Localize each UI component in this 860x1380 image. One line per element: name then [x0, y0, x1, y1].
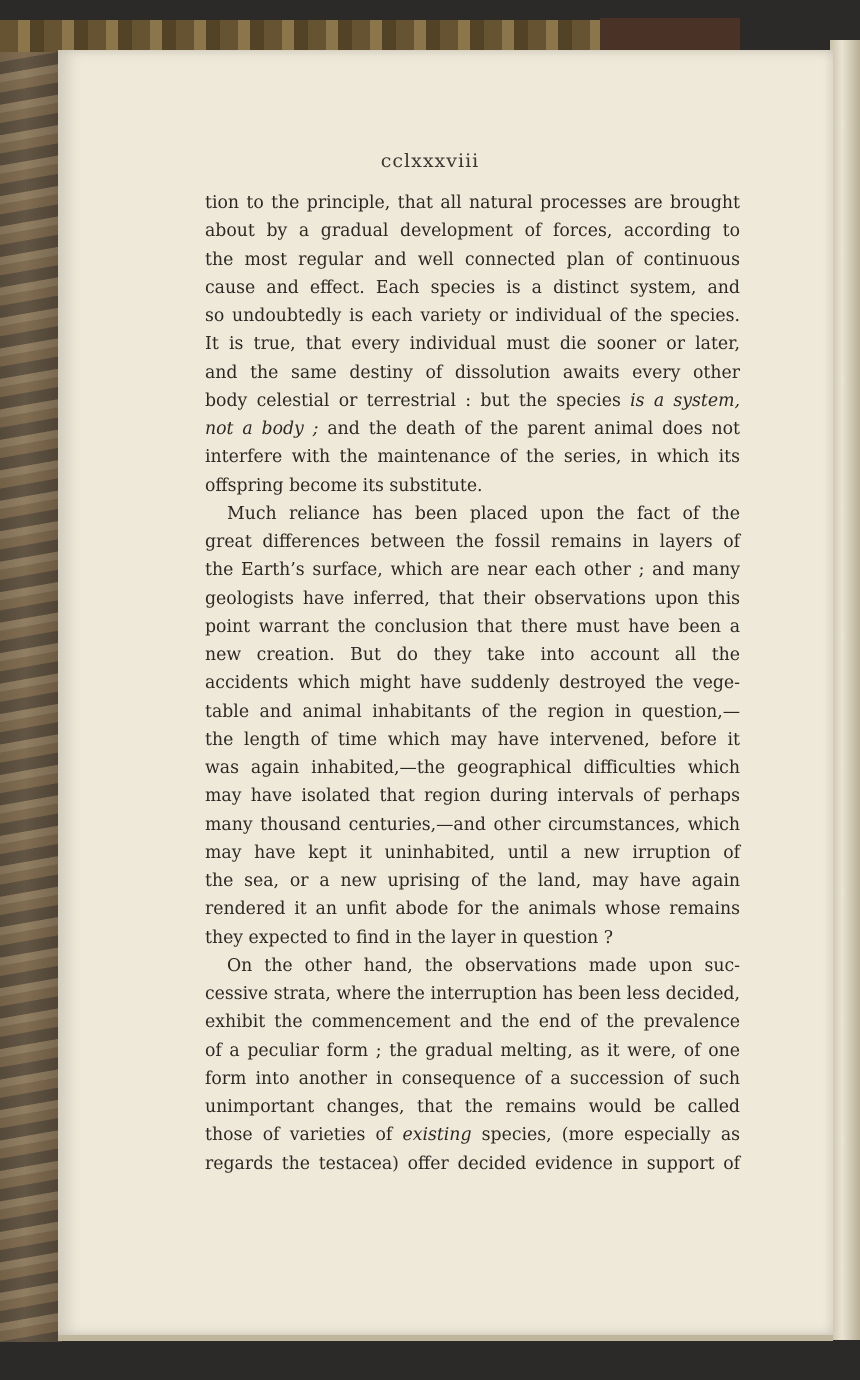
text-line: [205, 189, 740, 217]
text-run: offspring become its substitute.: [205, 475, 483, 496]
text-run: tion to the principle, that all natural processes are brought: [205, 193, 740, 213]
decorative-border: [0, 20, 600, 52]
text-run: of a peculiar form ; the gradual melting, as it were, of one: [205, 1040, 740, 1061]
text-run: those of varieties of: [205, 1125, 403, 1146]
text-run: regards the testacea) offer decided evidence in support of: [205, 1153, 740, 1174]
text-run: may have isolated that region during intervals of perhaps: [205, 786, 740, 807]
text-run: new creation. But do they take into account all the: [205, 645, 740, 665]
text-line: [205, 359, 740, 387]
text-run: the most regular and well connected plan of continuous: [205, 249, 740, 270]
text-line: [205, 302, 740, 330]
text-run: table and animal inhabitants of the region in question,—: [205, 701, 740, 722]
text-line: [205, 330, 740, 358]
text-run: accidents which might have suddenly destroyed the vege-: [205, 673, 740, 694]
text-line: [205, 585, 740, 613]
text-run: geologists have inferred, that their observations upon this: [205, 588, 740, 609]
text-run: many thousand centuries,—and other circumstances, which: [205, 814, 740, 835]
text-line: [205, 1093, 740, 1121]
text-line: [205, 415, 740, 443]
text-line: [205, 924, 740, 952]
text-line: [205, 1008, 740, 1036]
text-line: [205, 274, 740, 302]
body-text: [205, 189, 740, 1178]
text-run: It is true, that every individual must die sooner or later,: [205, 334, 740, 355]
text-line: [205, 613, 740, 641]
text-run: unimportant changes, that the remains would be called: [205, 1097, 740, 1117]
italic-text: is a system,: [630, 390, 740, 411]
text-line: [205, 500, 740, 528]
text-line: [205, 867, 740, 895]
text-run: was again inhabited,—the geographical difficulties which: [205, 758, 740, 778]
page-number: cclxxxviii: [380, 150, 480, 172]
text-run: about by a gradual development of forces, according to: [205, 221, 740, 242]
text-line: [205, 726, 740, 754]
text-run: and the death of the parent animal does not: [318, 419, 740, 439]
text-run: cause and effect. Each species is a distinct system, and: [205, 277, 740, 298]
text-line: [205, 895, 740, 923]
text-run: and the same destiny of dissolution awaits every other: [205, 362, 740, 383]
text-line: [205, 1121, 740, 1149]
page-bottom-edge: [58, 1335, 833, 1341]
text-run: point warrant the conclusion that there must have been a: [205, 616, 740, 637]
text-line: [205, 1037, 740, 1065]
text-line: [205, 698, 740, 726]
text-line: [205, 556, 740, 584]
text-line: [205, 387, 740, 415]
page-edge: [830, 40, 860, 1340]
text-line: [205, 641, 740, 669]
text-run: On the other hand, the observations made upon suc-: [227, 955, 740, 976]
text-run: may have kept it uninhabited, until a new irruption of: [205, 842, 740, 863]
text-line: [205, 669, 740, 697]
text-run: form into another in consequence of a succession of such: [205, 1068, 740, 1089]
text-run: the sea, or a new uprising of the land, may have again: [205, 871, 740, 891]
text-run: great differences between the fossil remains in layers of: [205, 532, 740, 552]
text-line: [205, 1150, 740, 1178]
text-run: the Earth’s surface, which are near each other ; and many: [205, 560, 740, 581]
text-run: Much reliance has been placed upon the fact of the: [227, 503, 740, 524]
text-line: [205, 1065, 740, 1093]
text-run: they expected to find in the layer in question ?: [205, 927, 613, 948]
italic-text: not a body ;: [205, 419, 319, 439]
text-run: interfere with the maintenance of the series, in which its: [205, 447, 740, 468]
text-line: [205, 811, 740, 839]
text-line: [205, 952, 740, 980]
text-line: [205, 839, 740, 867]
text-line: [205, 472, 740, 500]
text-line: [205, 246, 740, 274]
text-line: [205, 782, 740, 810]
text-line: [205, 980, 740, 1008]
italic-text: existing: [402, 1125, 472, 1146]
text-line: [205, 217, 740, 245]
text-run: cessive strata, where the interruption has been less decided,: [205, 984, 740, 1004]
binding-strap: [600, 18, 740, 52]
text-run: the length of time which may have intervened, before it: [205, 729, 740, 750]
text-run: so undoubtedly is each variety or individual of the species.: [205, 306, 740, 326]
text-run: species, (more especially as: [471, 1125, 741, 1146]
text-line: [205, 754, 740, 782]
text-line: [205, 528, 740, 556]
text-line: [205, 443, 740, 471]
text-run: exhibit the commencement and the end of the prevalence: [205, 1012, 740, 1033]
text-run: body celestial or terrestrial : but the species: [205, 390, 631, 411]
text-run: rendered it an unfit abode for the animals whose remains: [205, 899, 740, 920]
marbled-page-edge: [0, 52, 62, 1342]
